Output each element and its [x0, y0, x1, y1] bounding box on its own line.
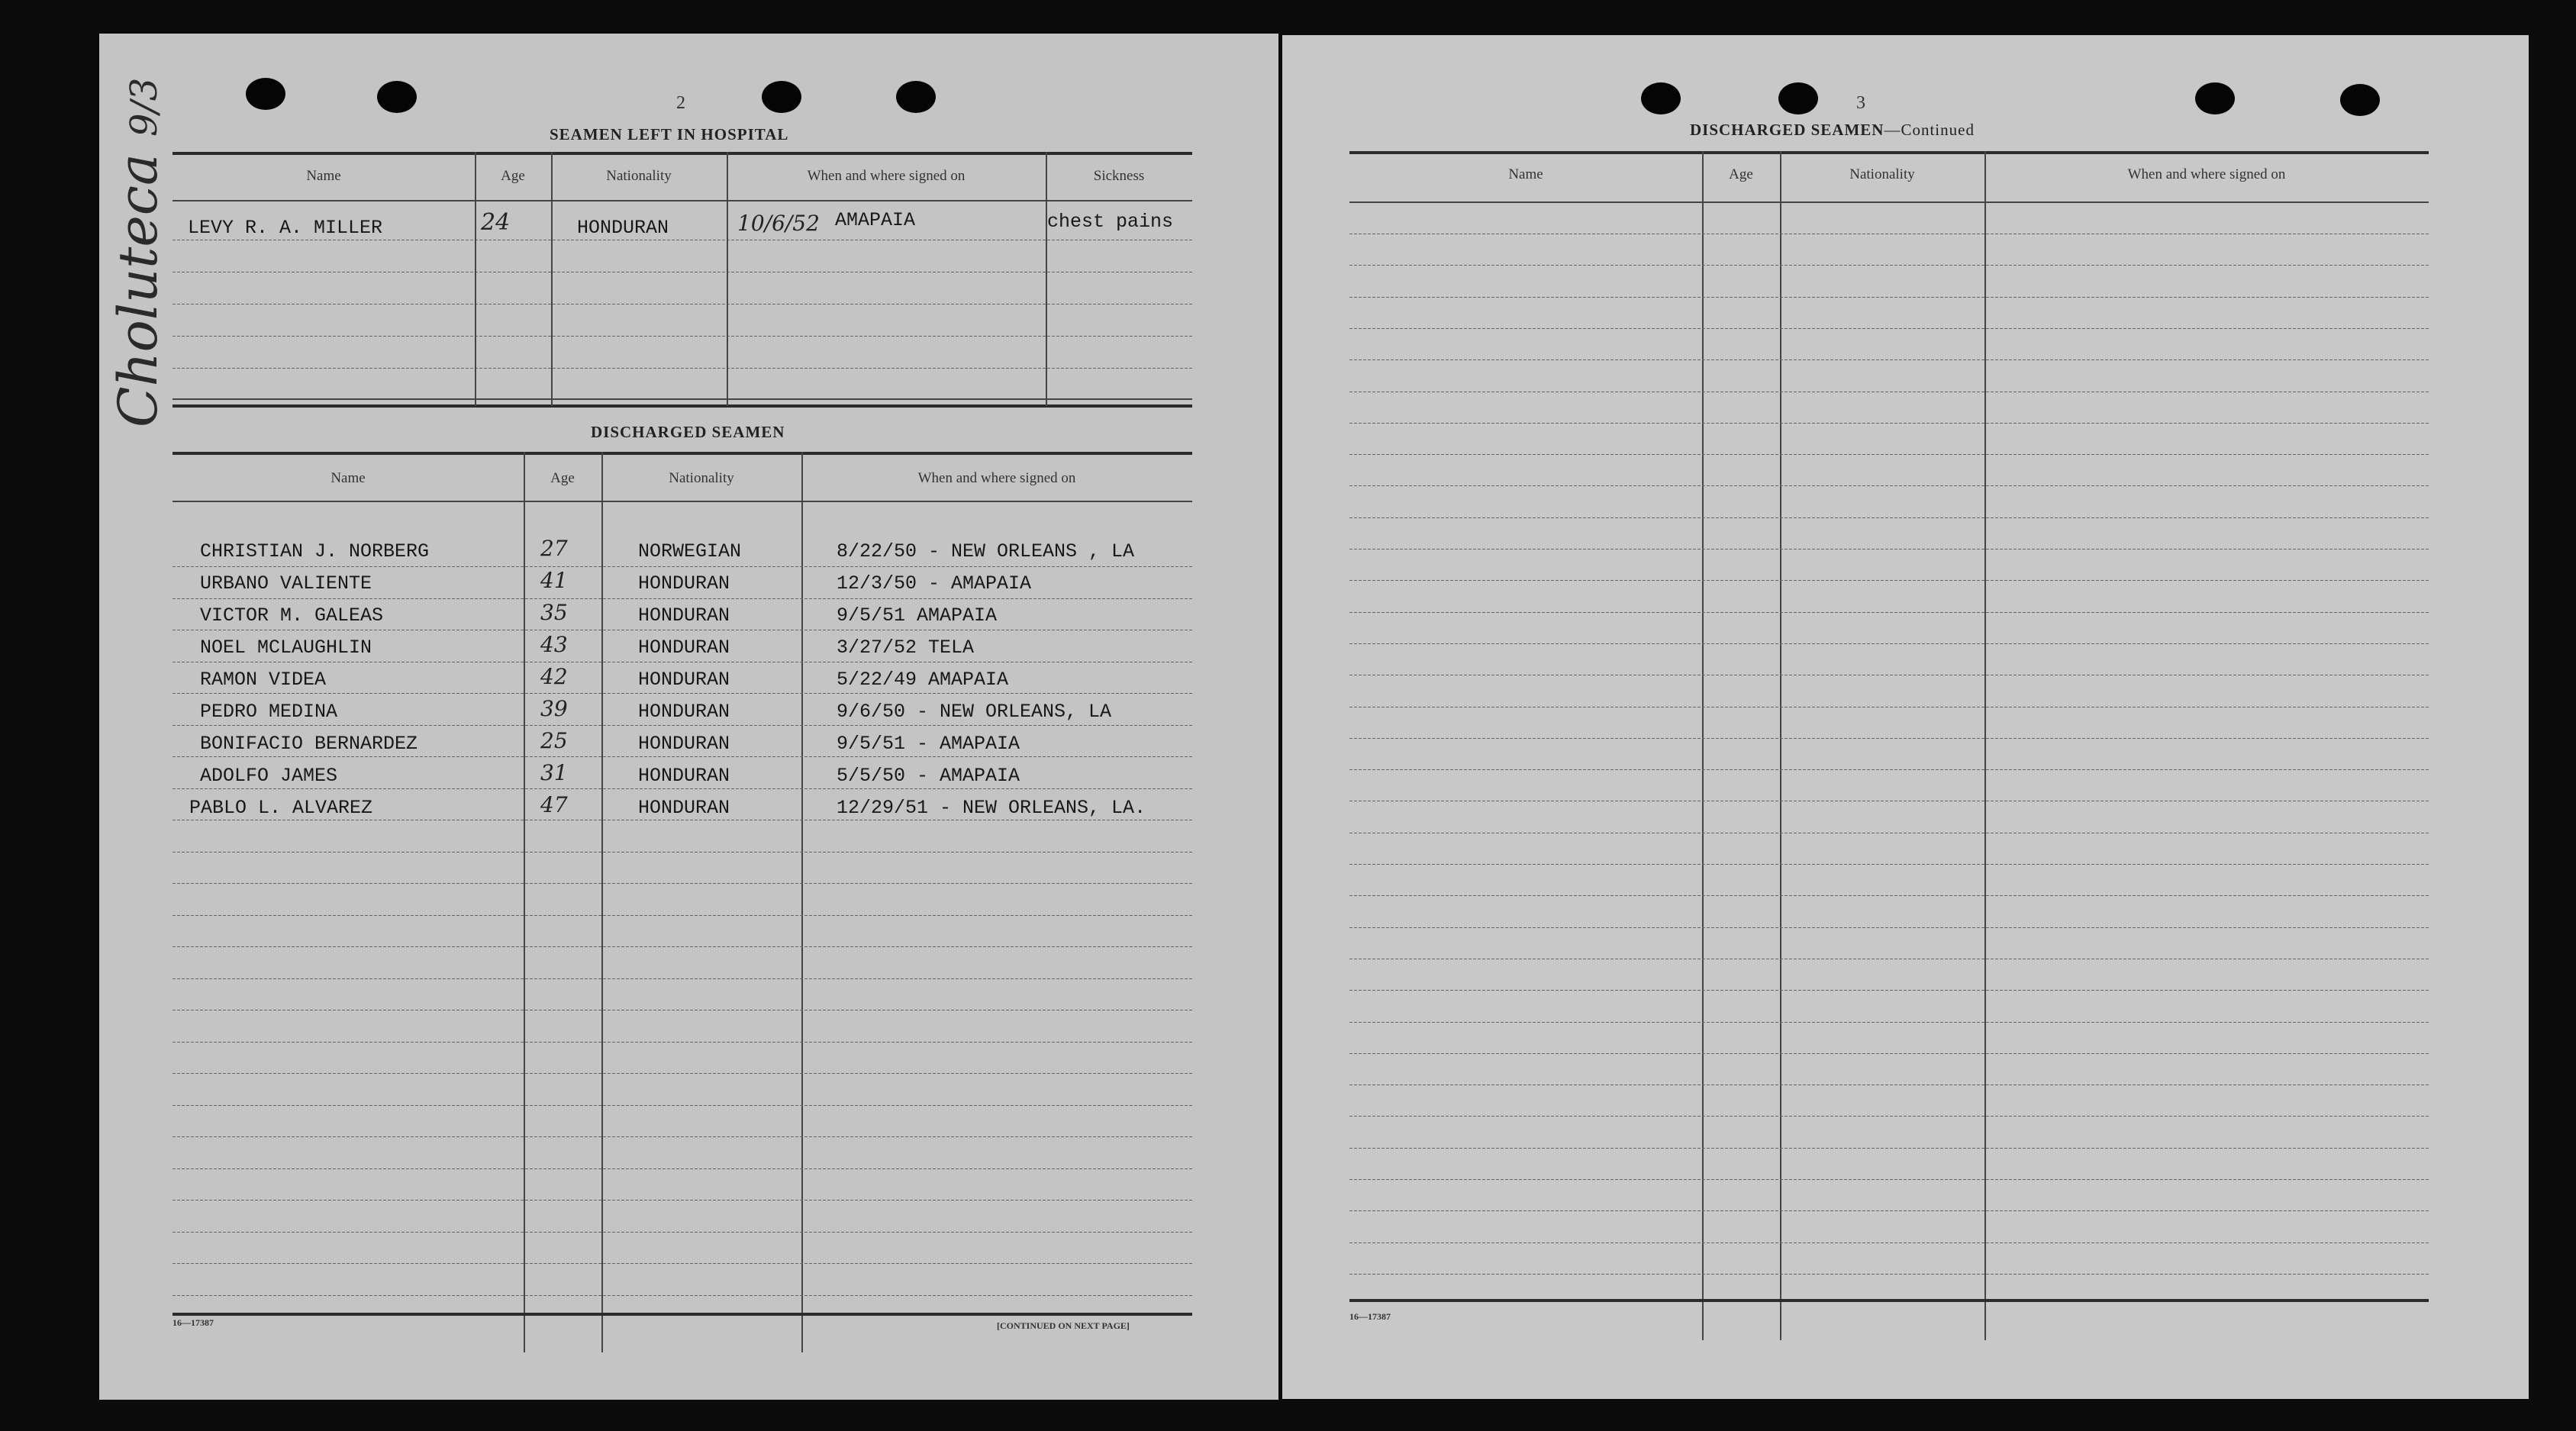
- row-rule: [1349, 895, 2429, 896]
- row-rule: [1349, 485, 2429, 486]
- row-rule: [1349, 927, 2429, 928]
- punch-hole: [1641, 82, 1681, 114]
- seaman-signed-on: 8/22/50 - NEW ORLEANS , LA: [837, 540, 1135, 562]
- column-header-signed-on: When and where signed on: [807, 168, 966, 184]
- hospital-name: LEVY R. A. MILLER: [188, 217, 383, 239]
- hospital-age: 24: [481, 209, 511, 236]
- column-header-age: Age: [1729, 166, 1753, 182]
- continued-note: [CONTINUED ON NEXT PAGE]: [997, 1320, 1130, 1331]
- row-rule: [172, 1136, 1192, 1137]
- seaman-nationality: HONDURAN: [638, 797, 730, 819]
- seaman-signed-on: 5/22/49 AMAPAIA: [837, 669, 1009, 691]
- row-rule: [172, 1042, 1192, 1043]
- hospital-nationality: HONDURAN: [577, 217, 669, 239]
- column-header-nationality: Nationality: [1849, 166, 1915, 182]
- row-rule: [172, 1232, 1192, 1233]
- seaman-nationality: HONDURAN: [638, 701, 730, 723]
- row-rule: [1349, 1242, 2429, 1243]
- seaman-nationality: HONDURAN: [638, 669, 730, 691]
- row-rule: [1349, 1022, 2429, 1023]
- punch-hole: [896, 81, 936, 113]
- row-rule: [1349, 864, 2429, 865]
- row-rule: [1349, 454, 2429, 455]
- column-header-name: Name: [330, 470, 366, 486]
- row-rule: [1349, 1274, 2429, 1275]
- seaman-name: NOEL MCLAUGHLIN: [200, 637, 372, 659]
- column-header-signed-on: When and where signed on: [2127, 166, 2286, 182]
- column-header-age: Age: [501, 168, 525, 184]
- seaman-name: PABLO L. ALVAREZ: [189, 797, 373, 819]
- column-header-signed-on: When and where signed on: [917, 470, 1076, 486]
- seaman-age: 35: [540, 600, 568, 625]
- form-number: 16—17387: [172, 1317, 214, 1328]
- seaman-age: 27: [540, 536, 568, 561]
- table-rule: [172, 200, 1192, 201]
- seaman-signed-on: 12/3/50 - AMAPAIA: [837, 572, 1032, 595]
- row-rule: [172, 566, 1192, 567]
- row-rule: [1349, 1053, 2429, 1054]
- column-rule: [1984, 151, 1986, 1340]
- seaman-signed-on: 5/5/50 - AMAPAIA: [837, 765, 1020, 787]
- row-rule: [172, 978, 1192, 979]
- table-rule: [1349, 151, 2429, 154]
- row-rule: [172, 756, 1192, 757]
- row-rule: [172, 1295, 1192, 1296]
- column-rule: [1780, 151, 1781, 1340]
- row-rule: [1349, 1148, 2429, 1149]
- row-rule: [1349, 738, 2429, 739]
- seaman-nationality: HONDURAN: [638, 604, 730, 627]
- seaman-name: RAMON VIDEA: [200, 669, 327, 691]
- row-rule: [1349, 612, 2429, 613]
- row-rule: [1349, 1116, 2429, 1117]
- column-rule: [524, 452, 525, 1352]
- row-rule: [1349, 549, 2429, 550]
- seaman-signed-on: 9/5/51 AMAPAIA: [837, 604, 998, 627]
- hospital-section-title: SEAMEN LEFT IN HOSPITAL: [550, 125, 789, 143]
- seaman-age: 42: [540, 664, 568, 689]
- page-number: 2: [676, 93, 685, 113]
- seaman-name: PEDRO MEDINA: [200, 701, 338, 723]
- punch-hole: [2195, 82, 2235, 114]
- discharged-section-title: DISCHARGED SEAMEN: [591, 423, 785, 441]
- row-rule: [1349, 580, 2429, 581]
- row-rule: [172, 725, 1192, 726]
- row-rule: [1349, 1179, 2429, 1180]
- seaman-name: URBANO VALIENTE: [200, 572, 372, 595]
- row-rule: [1349, 359, 2429, 360]
- form-number: 16—17387: [1349, 1311, 1391, 1322]
- column-rule: [1702, 151, 1704, 1340]
- discharged-continued-title: [1690, 121, 1975, 140]
- row-rule: [1349, 769, 2429, 770]
- table-rule: [172, 452, 1192, 455]
- seaman-age: 41: [540, 568, 568, 593]
- row-rule: [172, 368, 1192, 369]
- column-rule: [551, 152, 553, 406]
- row-rule: [172, 1073, 1192, 1074]
- row-rule: [172, 883, 1192, 884]
- margin-number: 9/3: [123, 77, 166, 137]
- seaman-name: CHRISTIAN J. NORBERG: [200, 540, 430, 562]
- hospital-sickness: chest pains: [1047, 211, 1174, 233]
- seaman-nationality: HONDURAN: [638, 637, 730, 659]
- row-rule: [172, 1168, 1192, 1169]
- row-rule: [172, 1263, 1192, 1264]
- seaman-signed-on: 3/27/52 TELA: [837, 637, 975, 659]
- column-header-sickness: Sickness: [1093, 168, 1145, 184]
- table-rule: [172, 404, 1192, 408]
- table-rule: [172, 1313, 1192, 1316]
- column-rule: [601, 452, 603, 1352]
- column-rule: [475, 152, 476, 406]
- row-rule: [172, 915, 1192, 916]
- seaman-signed-on: 9/6/50 - NEW ORLEANS, LA: [837, 701, 1112, 723]
- column-header-name: Name: [1508, 166, 1543, 182]
- row-rule: [1349, 423, 2429, 424]
- row-rule: [172, 788, 1192, 789]
- column-header-name: Name: [306, 168, 341, 184]
- row-rule: [172, 693, 1192, 694]
- right-page: [1282, 35, 2529, 1399]
- table-rule: [172, 501, 1192, 502]
- margin-handwriting-text: Choluteca: [107, 153, 169, 427]
- column-rule: [727, 152, 728, 406]
- seaman-nationality: NORWEGIAN: [638, 540, 742, 562]
- seaman-age: 31: [540, 760, 568, 785]
- title-suffix: —Continued: [1884, 121, 1975, 139]
- hospital-place: AMAPAIA: [835, 209, 916, 231]
- table-rule: [1349, 1299, 2429, 1302]
- row-rule: [1349, 297, 2429, 298]
- seaman-signed-on: 12/29/51 - NEW ORLEANS, LA.: [837, 797, 1146, 819]
- seaman-name: BONIFACIO BERNARDEZ: [200, 733, 418, 755]
- punch-hole: [2340, 84, 2380, 116]
- table-rule: [1349, 201, 2429, 203]
- seaman-age: 39: [540, 696, 568, 721]
- left-page: [99, 34, 1278, 1400]
- row-rule: [172, 946, 1192, 947]
- seaman-nationality: HONDURAN: [638, 733, 730, 755]
- row-rule: [172, 336, 1192, 337]
- punch-hole: [762, 81, 801, 113]
- seaman-name: VICTOR M. GALEAS: [200, 604, 384, 627]
- seaman-nationality: HONDURAN: [638, 765, 730, 787]
- punch-hole: [377, 81, 417, 113]
- seaman-age: 47: [540, 792, 568, 817]
- seaman-nationality: HONDURAN: [638, 572, 730, 595]
- seaman-name: ADOLFO JAMES: [200, 765, 338, 787]
- seaman-age: 25: [540, 728, 568, 753]
- column-header-nationality: Nationality: [669, 470, 734, 486]
- column-rule: [801, 452, 803, 1352]
- margin-handwriting: [107, 78, 169, 427]
- seaman-signed-on: 9/5/51 - AMAPAIA: [837, 733, 1020, 755]
- row-rule: [1349, 517, 2429, 518]
- punch-hole: [246, 78, 285, 110]
- seaman-age: 43: [540, 632, 568, 657]
- table-rule: [172, 398, 1192, 400]
- row-rule: [1349, 265, 2429, 266]
- column-header-nationality: Nationality: [606, 168, 672, 184]
- row-rule: [172, 304, 1192, 305]
- page-number: 3: [1856, 93, 1865, 113]
- row-rule: [172, 1200, 1192, 1201]
- row-rule: [172, 1105, 1192, 1106]
- row-rule: [1349, 990, 2429, 991]
- column-rule: [1046, 152, 1047, 406]
- row-rule: [1349, 328, 2429, 329]
- row-rule: [1349, 643, 2429, 644]
- hospital-date: 10/6/52: [737, 211, 820, 236]
- column-header-age: Age: [550, 470, 575, 486]
- title-text: DISCHARGED SEAMEN: [1690, 121, 1884, 139]
- punch-hole: [1778, 82, 1818, 114]
- row-rule: [172, 598, 1192, 599]
- row-rule: [1349, 1210, 2429, 1211]
- table-rule: [172, 152, 1192, 155]
